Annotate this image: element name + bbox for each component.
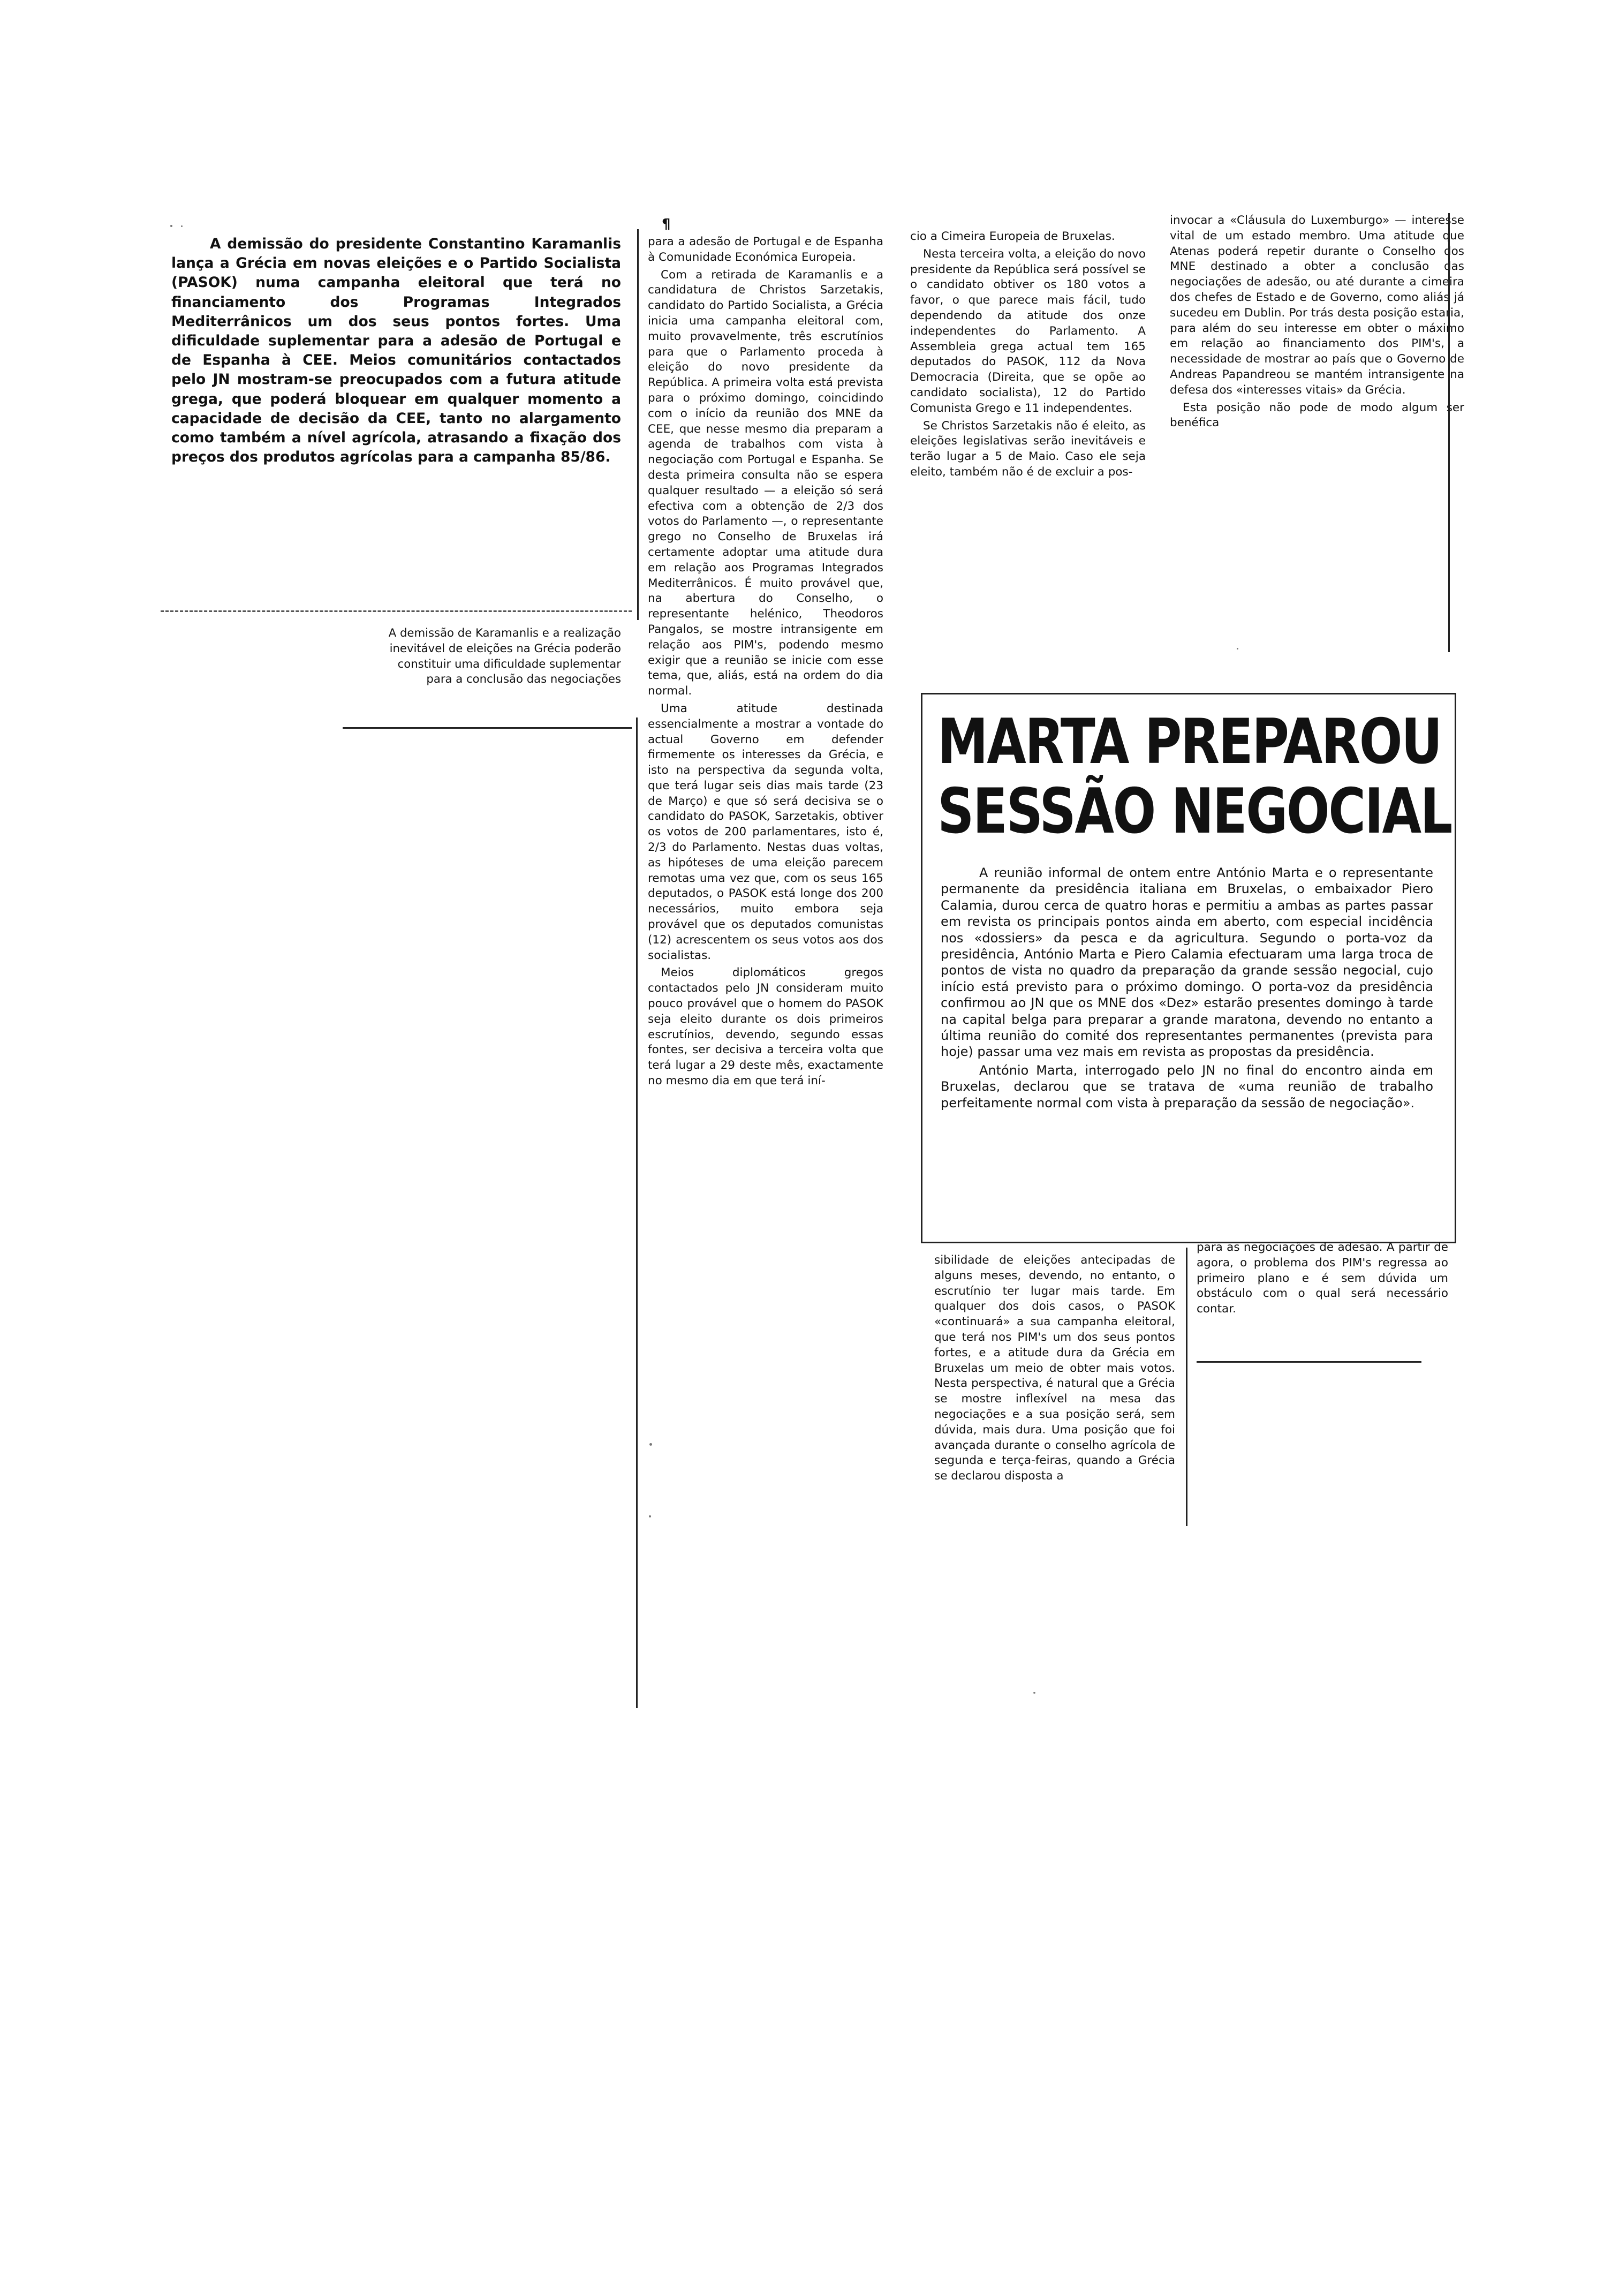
column-paragraph: sibilidade de eleições antecipadas de alguns meses, devendo, no entanto, o escrutínio ter lugar mais tarde. Em qualquer dos dois casos, o PASOK «continuará» a sua campanha eleitoral, que terá nos PIM's um dos seus pontos fortes, e a atitude dura da Grécia em Bruxelas um meio de obter mais votos. Nesta perspectiva, é natural que a Grécia se mostre inflexível na mesa das negociações e a sua posição será, sem dúvida, mais dura. Uma posição que foi avançada durante o conselho agrícola de segunda e terça-feiras, quando a Grécia se declarou disposta a <box>934 1253 1175 1483</box>
caption-text: A demissão de Karamanlis e a realização inevitável de eleições na Grécia poderão constituir uma dificuldade suplementar para a conclusão das negociações <box>388 626 621 686</box>
column-paragraph: Esta posição não pode de modo algum ser benéfica <box>1170 401 1464 430</box>
column-paragraph: cio a Cimeira Europeia de Bruxelas. <box>910 230 1115 243</box>
column-rule <box>637 229 639 620</box>
article-lead <box>171 235 621 469</box>
column-rule <box>636 718 638 1708</box>
column-paragraph: invocar a «Cláusula do Luxemburgo» — interesse vital de um estado membro. Uma atitude que Atenas poderá repetir durante o Conselho dos MNE destinado a obter a conclusão das negociações de adesão, ou até durante a cimeira dos chefes de Estado e de Governo, como aliás já sucedeu em Dublin. Por trás desta posição estaria, para além do seu interesse em obter o máximo em relação ao financiamento dos PIM's, a necessidade de mostrar ao país que o Governo de Andreas Papandreou se mantém intransigente na defesa dos «interesses vitais» da Grécia. <box>1170 214 1464 397</box>
column-paragraph: Com a retirada de Karamanlis e a candidatura de Christos Sarzetakis, candidato do Partido Socialista, a Grécia inicia uma campanha eleitoral com, muito provavelmente, três escrutínios para que o Parlamento proceda à eleição do novo presidente da República. A primeira volta está prevista para o próximo domingo, coincidindo com o início da reunião dos MNE da CEE, que nesse mesmo dia preparam a agenda de trabalhos com vista à negociação com Portugal e Espanha. Se desta primeira consulta não se espera qualquer resultado — a eleição só será efectiva com a obtenção de 2/3 dos votos do Parlamento —, o representante grego no Conselho de Bruxelas irá certamente adoptar uma atitude dura em relação aos Programas Integrados Mediterrânicos. É muito provável que, na abertura do Conselho, o representante helénico, Theodoros Pangalos, se mostre intransigente em relação aos PIM's, podendo mesmo exigir que a reunião se inicie com esse tema, que, aliás, está na ordem do dia normal. <box>648 268 883 698</box>
sidebar-headline <box>937 706 1451 848</box>
print-speck <box>181 225 183 227</box>
caption-divider <box>343 727 632 729</box>
headline-line: SESSÃO NEGOCIAL <box>937 775 1451 848</box>
column-paragraph: para as negociações de adesão. A partir de agora, o problema dos PIM's regressa ao primeiro plano e é sem dúvida um obstáculo com o qual será necessário contar. <box>1197 1241 1448 1316</box>
column-rule <box>1448 213 1450 652</box>
column-paragraph: Meios diplomáticos gregos contactados pelo JN consideram muito pouco provável que o homem do PASOK seja eleito durante os dois primeiros escrutínios, devendo, segundo essas fontes, ser decisiva a terceira volta que terá lugar a 29 deste mês, exactamente no mesmo dia em que terá iní- <box>648 966 883 1088</box>
column-marker: ¶ <box>662 216 671 232</box>
lead-divider <box>161 610 632 612</box>
article-end-rule <box>1197 1361 1421 1363</box>
print-speck <box>1033 1692 1035 1694</box>
article-column-3 <box>1170 213 1464 433</box>
photo-caption <box>369 625 621 689</box>
lead-paragraph: A demissão do presidente Constantino Karamanlis lança a Grécia em novas eleições e o Partido Socialista (PASOK) numa campanha eleitoral que terá no financiamento dos Programas Integrados Mediterrânicos um dos seus pontos fortes. Uma dificuldade suplementar para a adesão de Portugal e de Espanha à CEE. Meios comunitários contactados pelo JN mostram-se preocupados com a futura atitude grega, que poderá bloquear em qualquer momento a capacidade de decisão da CEE, tanto no alargamento como também a nível agrícola, atrasando a fixação dos preços dos produtos agrícolas para a campanha 85/86. <box>171 236 621 466</box>
column-rule <box>1186 1248 1187 1526</box>
article-column-5 <box>1197 1240 1448 1319</box>
column-paragraph: Nesta terceira volta, a eleição do novo presidente da República será possível se o candidato obtiver os 180 votos a favor, o que parece mais fácil, tudo dependendo da atitude dos onze independentes do Parlamento. A Assembleia grega actual tem 165 deputados do PASOK, 112 da Nova Democracia (Direita, que se opõe ao candidato socialista), 12 do Partido Comunista Grego e 11 independentes. <box>910 247 1146 415</box>
print-speck <box>649 1443 652 1446</box>
article-column-2 <box>910 229 1146 482</box>
article-column-4 <box>934 1253 1175 1486</box>
print-speck <box>649 1515 651 1517</box>
sidebar-paragraph: A reunião informal de ontem entre António Marta e o representante permanente da presidência italiana em Bruxelas, o embaixador Piero Calamia, durou cerca de quatro horas e permitiu a ambas as partes passar em revista os principais pontos ainda em aberto, com especial incidência nos «dossiers» da pesca e da agricultura. Segundo o porta-voz da presidência, António Marta e Piero Calamia efectuaram uma larga troca de pontos de vista no quadro da preparação da grande sessão negocial, cujo início está previsto para o próximo domingo. O porta-voz da presidência confirmou ao JN que os MNE dos «Dez» estarão presentes domingo à tarde na capital belga para preparar a grande maratona, devendo no entanto a última reunião do comité dos representantes permanentes (prevista para hoje) passar uma vez mais em revista as propostas da presidência. <box>941 865 1433 1060</box>
sidebar-box <box>921 693 1456 1243</box>
column-paragraph: Uma atitude destinada essencialmente a mostrar a vontade do actual Governo em defender firmemente os interesses da Grécia, e isto na perspectiva da segunda volta, que terá lugar seis dias mais tarde (23 de Março) e que só será decisiva se o candidato do PASOK, Sarzetakis, obtiver os votos de 200 parlamentares, isto é, 2/3 do Parlamento. Nestas duas voltas, as hipóteses de uma eleição parecem remotas uma vez que, com os seus 165 deputados, o PASOK está longe dos 200 necessários, muito embora seja provável que os deputados comunistas (12) acrescentem os seus votos aos dos socialistas. <box>648 701 883 962</box>
sidebar-paragraph: António Marta, interrogado pelo JN no final do encontro ainda em Bruxelas, declarou que se tratava de «uma reunião de trabalho perfeitamente normal com vista à preparação da sessão de negociação». <box>941 1062 1433 1111</box>
article-column-1 <box>648 235 883 1091</box>
headline-line: MARTA PREPAROU <box>937 706 1441 778</box>
print-speck <box>170 225 172 227</box>
sidebar-text <box>941 865 1433 1113</box>
column-paragraph: para a adesão de Portugal e de Espanha à Comunidade Económica Europeia. <box>648 235 883 264</box>
column-paragraph: Se Christos Sarzetakis não é eleito, as eleições legislativas serão inevitáveis e terão lugar a 5 de Maio. Caso ele seja eleito, também não é de excluir a pos- <box>910 419 1146 479</box>
print-speck <box>1237 648 1238 649</box>
